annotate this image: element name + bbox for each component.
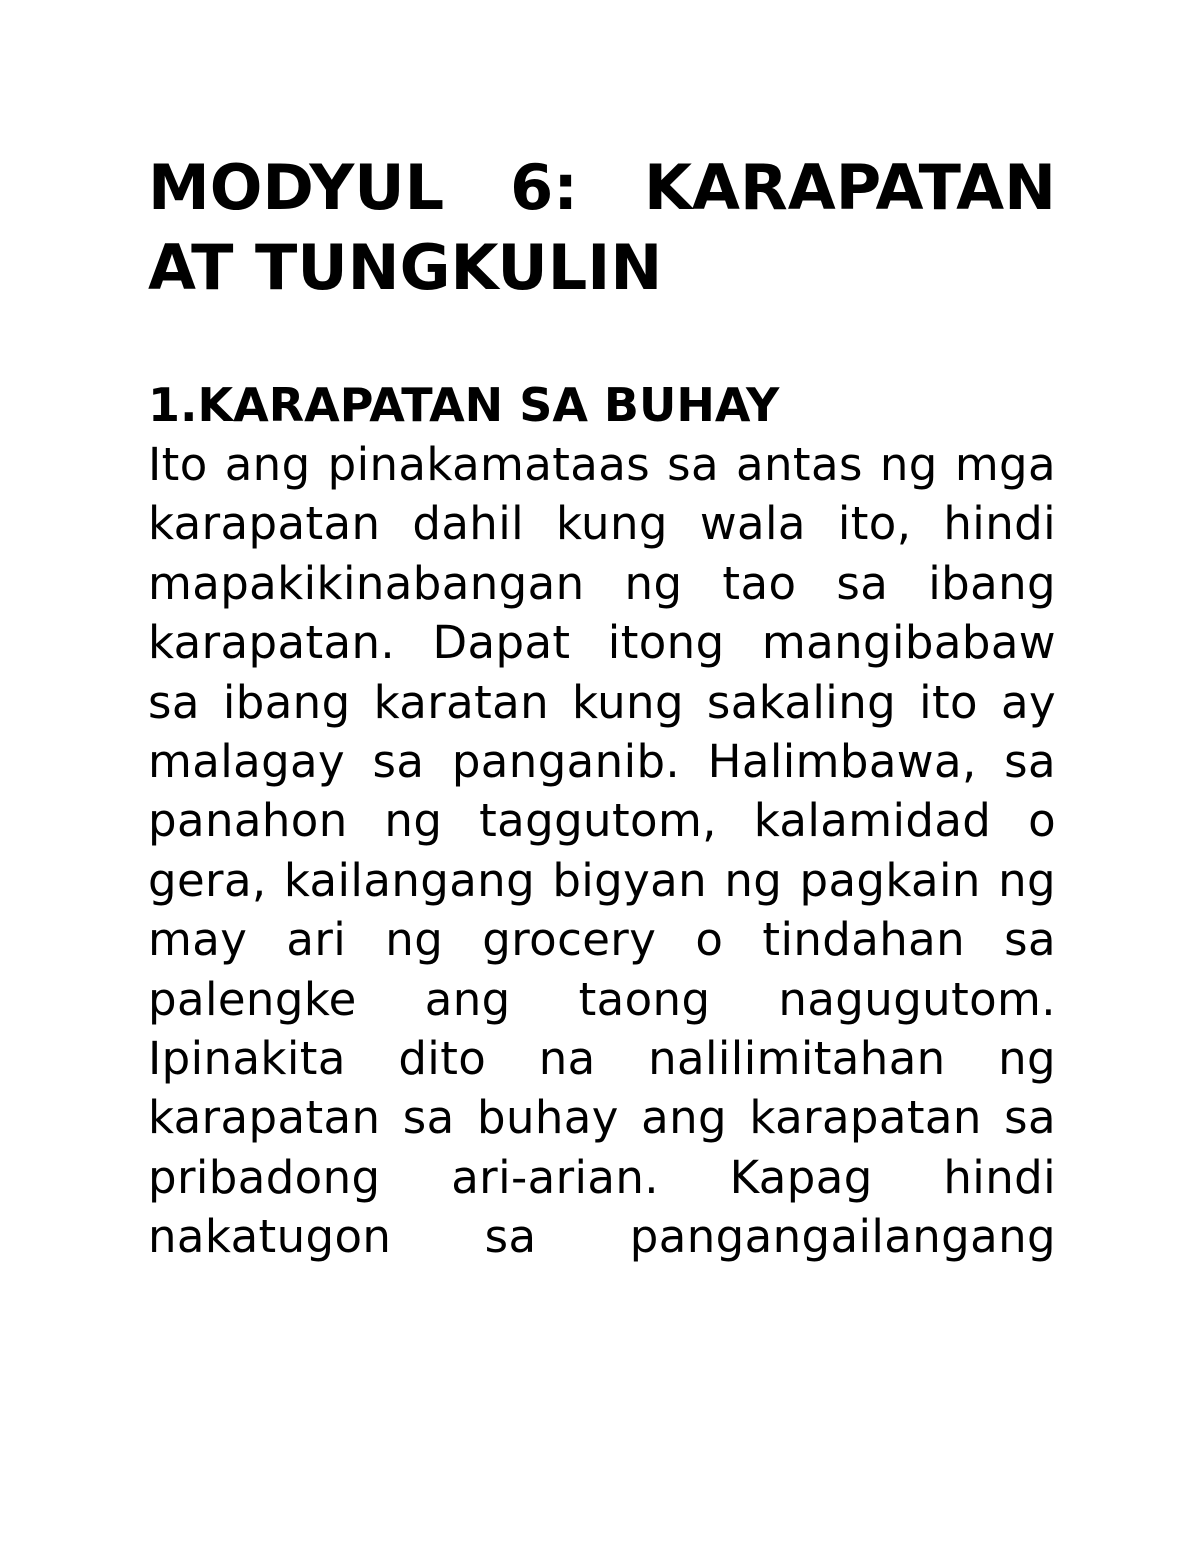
document-title: MODYUL 6: KARAPATAN AT TUNGKULIN — [148, 151, 1056, 304]
section-heading: 1.KARAPATAN SA BUHAY — [148, 378, 780, 432]
body-paragraph: Ito ang pinakamataas sa antas ng mga karapatan dahil kung wala ito, hindi mapakikinabangan ng tao sa ibang karapatan. Dapat itong mangibabaw sa ibang karatan kung sakaling ito ay malagay sa panganib. Halimbawa, sa panahon ng taggutom, kalamidad o gera, kailangang bigyan ng pagkain ng may ari ng grocery o tindahan sa palengke ang taong nagugutom. Ipinakita dito na nalilimitahan ng karapatan sa buhay ang karapatan sa pribadong ari-arian. Kapag hindi nakatugon sa pangangailangang — [148, 438, 1056, 1264]
document-page — [148, 148, 1056, 1267]
